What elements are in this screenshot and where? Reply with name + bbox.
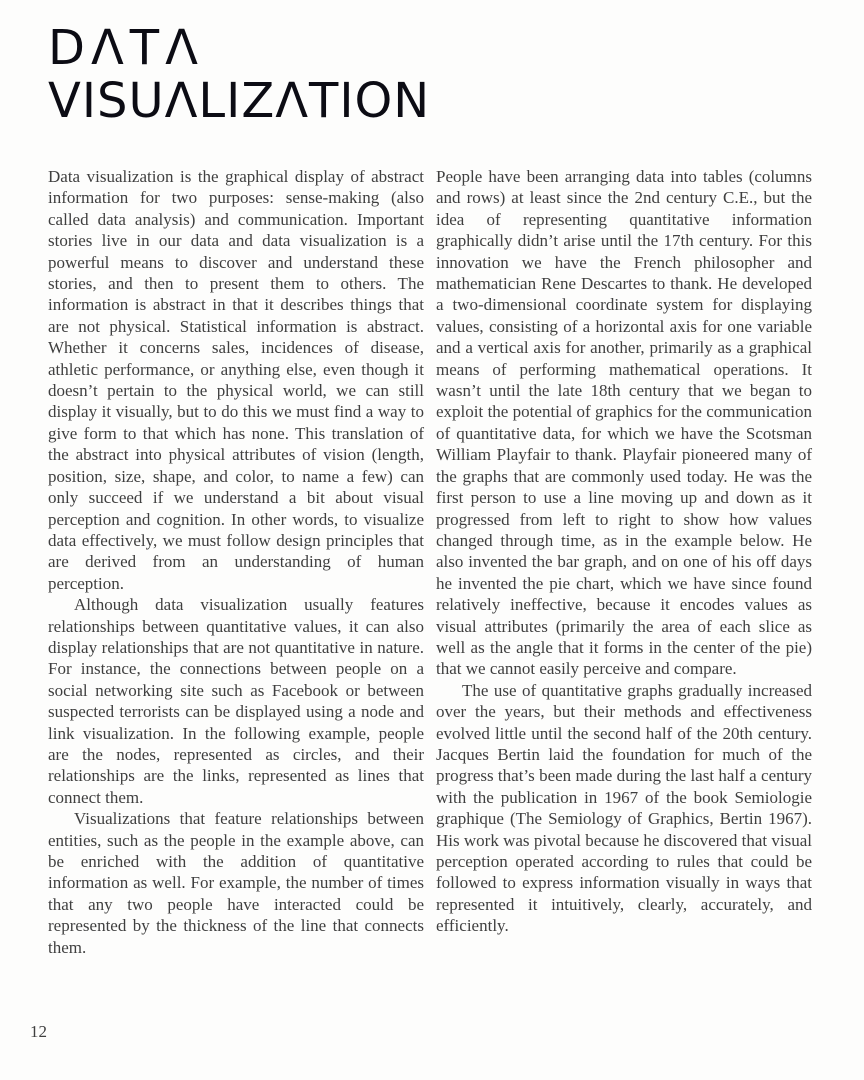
paragraph: Data visualization is the graphical display of abstract information for two purposes: sense-making (also called data analysis) and communication. Important stories live in our data and data visualization is a powerful means to discover and understand these stories, and then to present them to others. The information is abstract in that it describes things that are not physical. Statistical information is abstract. Whether it concerns sales, incidences of disease, athletic performance, or anything else, even though it doesn’t pertain to the physical world, we can still display it visually, but to do this we must find a way to give form to that which has none. This translation of the abstract into physical attributes of vision (length, position, size, shape, and color, to name a few) can only succeed if we understand a bit about visual perception and cognition. In other words, to visualize data effectively, we must follow design principles that are derived from an understanding of human perception. [48,167,424,593]
paragraph: The use of quantitative graphs gradually increased over the years, but their methods and effectiveness evolved little until the second half of the 20th century. Jacques Bertin laid the foundation for much of the progress that’s been made during the last half a century with the publication in 1967 of the book Semiologie graphique (The Semiology of Graphics, Bertin 1967). His work was pivotal because he discovered that visual perception operated according to rules that could be followed to express information visually in ways that represented it intuitively, clearly, accurately, and efficiently. [436,680,812,936]
title-line-1: DΛTΛ [48,20,204,76]
paragraph: People have been arranging data into tables (columns and rows) at least since the 2nd century C.E., but the idea of representing quantitative information graphically didn’t arise until the 17th century. For this innovation we have the French philosopher and mathematician Rene Descartes to thank. He developed a two-dimensional coordinate system for displaying values, consisting of a horizontal axis for one variable and a vertical axis for another, primarily as a graphical means of performing mathematical operations. It wasn’t until the late 18th century that we began to exploit the potential of graphics for the communication of quantitative data, for which we have the Scotsman William Playfair to thank. Playfair pioneered many of the graphs that are commonly used today. He was the first person to use a line moving up and down as it progressed from left to right to show how values changed through time, as in the example below. He also invented the bar graph, and on one of his off days he invented the pie chart, which we have since found relatively ineffective, because it encodes values as visual attributes (primarily the area of each slice as well as the angle that it forms in the center of the pie) that we cannot easily perceive and compare. [436,167,812,679]
paragraph: Although data visualization usually features relationships between quantitative values, it can also display relationships that are not quantitative in nature. For instance, the connections between people on a social networking site such as Facebook or between suspected terrorists can be displayed using a node and link visualization. In the following example, people are the nodes, represented as circles, and their relationships are the links, represented as lines that connect them. [48,595,424,807]
page-number: 12 [30,1022,47,1041]
title-line-2: VISUΛLIZΛTION [48,73,431,129]
page-title [48,22,430,128]
left-column [48,166,424,958]
paragraph: Visualizations that feature relationships between entities, such as the people in the example above, can be enriched with the addition of quantitative information as well. For example, the number of times that any two people have interacted could be represented by the thickness of the line that connects them. [48,809,424,957]
text-columns [48,166,812,958]
right-column [436,166,812,958]
